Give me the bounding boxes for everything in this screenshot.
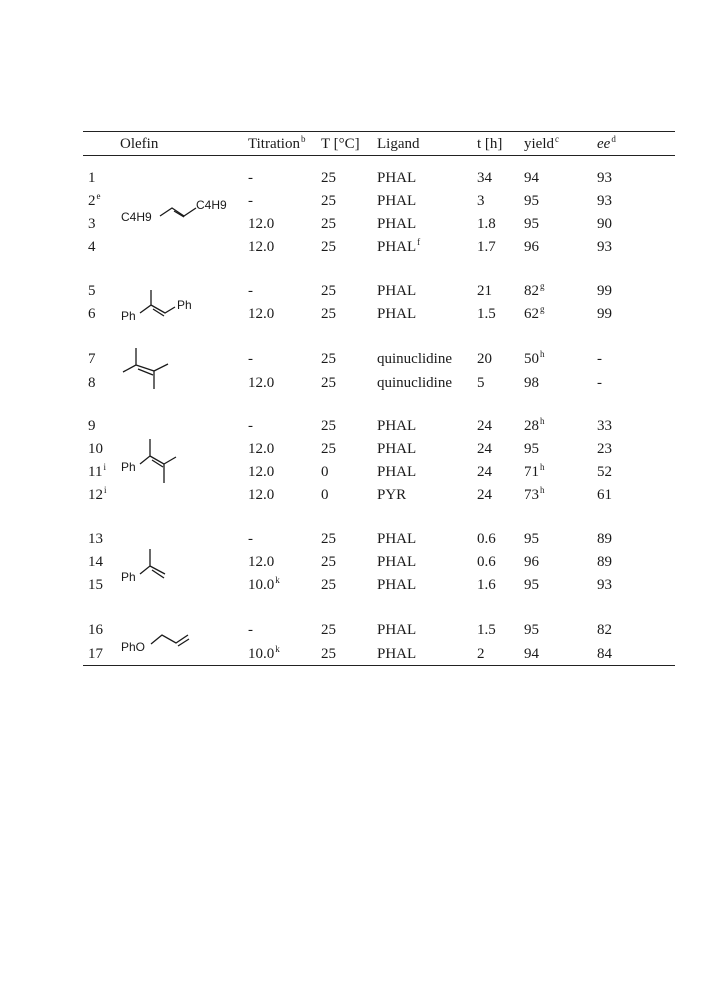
olefin-structure-decene — [118, 196, 228, 226]
ligand-value: PHAL — [377, 170, 417, 186]
substituent-label: Ph — [121, 309, 136, 323]
olefin-structure-allyl-phenyl-ether — [118, 630, 208, 655]
ee-value: 99 — [597, 306, 612, 322]
titration-value: 10.0$^k$ — [248, 575, 280, 593]
ee-value: - — [597, 351, 602, 367]
ligand-value: PYR — [377, 487, 407, 503]
ee-value: 93 — [597, 577, 612, 593]
titration-value: - — [248, 170, 253, 186]
titration-value: - — [248, 418, 253, 434]
time-value: 0.6 — [477, 554, 496, 570]
yield-value: 82$^g$ — [524, 281, 545, 299]
alkene-skeleton — [140, 439, 176, 483]
ligand-value: PHAL$^f$ — [377, 237, 421, 255]
ee-value: - — [597, 375, 602, 391]
substituent-label: Ph — [121, 570, 136, 584]
titration-value: 12.0 — [248, 464, 275, 480]
entry-number: 5 — [88, 283, 96, 299]
entry-number: 13 — [88, 531, 103, 547]
time-value: 1.5 — [477, 306, 496, 322]
ligand-value: PHAL — [377, 193, 417, 209]
double-bond-line — [152, 570, 164, 578]
ee-value: 84 — [597, 646, 612, 662]
time-value: 5 — [477, 375, 485, 391]
time-value: 34 — [477, 170, 492, 186]
ee-value: 93 — [597, 239, 612, 255]
titration-value: - — [248, 531, 253, 547]
olefin-structure-trimethylstyrene — [118, 436, 188, 486]
time-value: 24 — [477, 418, 492, 434]
ligand-value: PHAL — [377, 646, 417, 662]
ee-value: 23 — [597, 441, 612, 457]
entry-number: 3 — [88, 216, 96, 232]
double-bond-line — [153, 309, 164, 316]
titration-value: 10.0$^k$ — [248, 644, 280, 662]
ligand-value: quinuclidine — [377, 351, 452, 367]
yield-value: 95 — [524, 441, 539, 457]
yield-value: 95 — [524, 622, 539, 638]
temperature-value: 25 — [321, 351, 336, 367]
titration-value: 12.0 — [248, 375, 275, 391]
temperature-value: 25 — [321, 193, 336, 209]
ee-value: 89 — [597, 531, 612, 547]
yield-value: 71$^h$ — [524, 462, 545, 480]
substituent-label: Ph — [121, 460, 136, 474]
entry-number: 16 — [88, 622, 103, 638]
temperature-value: 25 — [321, 554, 336, 570]
entry-number: 6 — [88, 306, 96, 322]
temperature-value: 25 — [321, 531, 336, 547]
ee-value: 61 — [597, 487, 612, 503]
double-bond-line — [152, 460, 163, 467]
time-value: 21 — [477, 283, 492, 299]
ligand-value: quinuclidine — [377, 375, 452, 391]
temperature-value: 25 — [321, 646, 336, 662]
temperature-value: 25 — [321, 306, 336, 322]
temperature-value: 25 — [321, 441, 336, 457]
entry-number: 9 — [88, 418, 96, 434]
time-value: 0.6 — [477, 531, 496, 547]
temperature-value: 25 — [321, 170, 336, 186]
entry-number: 2e — [88, 191, 101, 209]
entry-number: 17 — [88, 646, 103, 662]
header-yield: yield$^c$ — [524, 134, 559, 152]
ee-value: 33 — [597, 418, 612, 434]
substituent-label: C4H9 — [196, 198, 227, 212]
ee-value: 99 — [597, 283, 612, 299]
temperature-value: 25 — [321, 418, 336, 434]
alkene-skeleton — [140, 290, 175, 313]
titration-value: - — [248, 351, 253, 367]
header-ee: $ee^d$ — [597, 134, 616, 152]
table-top-rule — [83, 131, 675, 132]
titration-value: 12.0 — [248, 239, 275, 255]
ee-value: 90 — [597, 216, 612, 232]
titration-value: 12.0 — [248, 554, 275, 570]
time-value: 3 — [477, 193, 485, 209]
header-olefin: Olefin — [120, 136, 159, 152]
ligand-value: PHAL — [377, 306, 417, 322]
yield-value: 94 — [524, 170, 539, 186]
entry-number: 11$^i$ — [88, 462, 106, 480]
time-value: 1.8 — [477, 216, 496, 232]
ligand-value: PHAL — [377, 554, 417, 570]
temperature-value: 25 — [321, 283, 336, 299]
temperature-value: 0 — [321, 464, 329, 480]
header-temperature: T [°C] — [321, 136, 360, 152]
yield-value: 73$^h$ — [524, 485, 545, 503]
time-value: 24 — [477, 441, 492, 457]
yield-value: 62$^g$ — [524, 304, 545, 322]
titration-value: - — [248, 283, 253, 299]
temperature-value: 25 — [321, 577, 336, 593]
time-value: 20 — [477, 351, 492, 367]
temperature-value: 0 — [321, 487, 329, 503]
ligand-value: PHAL — [377, 577, 417, 593]
temperature-value: 25 — [321, 375, 336, 391]
table-header-rule — [83, 155, 675, 156]
temperature-value: 25 — [321, 622, 336, 638]
yield-value: 94 — [524, 646, 539, 662]
yield-value: 50$^h$ — [524, 349, 545, 367]
entry-number: 4 — [88, 239, 96, 255]
ligand-value: PHAL — [377, 441, 417, 457]
entry-number: 7 — [88, 351, 96, 367]
temperature-value: 25 — [321, 239, 336, 255]
time-value: 2 — [477, 646, 485, 662]
ligand-value: PHAL — [377, 531, 417, 547]
time-value: 1.7 — [477, 239, 496, 255]
titration-value: 12.0 — [248, 306, 275, 322]
ee-value: 89 — [597, 554, 612, 570]
ligand-value: PHAL — [377, 283, 417, 299]
header-titration: Titration$^b$ — [248, 134, 306, 152]
table-bottom-rule — [83, 665, 675, 666]
yield-value: 95 — [524, 216, 539, 232]
entry-number: 15 — [88, 577, 103, 593]
substituent-label: PhO — [121, 640, 146, 654]
olefin-structure-tetramethylethylene — [120, 345, 180, 395]
ligand-value: PHAL — [377, 216, 417, 232]
alkene-bond — [160, 208, 196, 216]
ee-value: 82 — [597, 622, 612, 638]
yield-value: 95 — [524, 531, 539, 547]
yield-value: 95 — [524, 193, 539, 209]
titration-value: 12.0 — [248, 441, 275, 457]
yield-value: 96 — [524, 554, 539, 570]
olefin-structure-methylstyrene — [118, 546, 178, 586]
header-ligand: Ligand — [377, 136, 420, 152]
titration-value: - — [248, 193, 253, 209]
titration-value: 12.0 — [248, 487, 275, 503]
temperature-value: 25 — [321, 216, 336, 232]
substituent-label: C4H9 — [121, 210, 152, 224]
substituent-label: Ph — [177, 298, 192, 312]
yield-value: 98 — [524, 375, 539, 391]
yield-value: 96 — [524, 239, 539, 255]
time-value: 24 — [477, 464, 492, 480]
ee-value: 93 — [597, 170, 612, 186]
entry-number: 1 — [88, 170, 96, 186]
ligand-value: PHAL — [377, 464, 417, 480]
entry-number: 10 — [88, 441, 103, 457]
titration-value: - — [248, 622, 253, 638]
time-value: 1.6 — [477, 577, 496, 593]
yield-value: 28$^h$ — [524, 416, 545, 434]
entry-number: 8 — [88, 375, 96, 391]
header-time: t [h] — [477, 136, 503, 152]
entry-number: 14 — [88, 554, 103, 570]
ee-value: 93 — [597, 193, 612, 209]
ligand-value: PHAL — [377, 418, 417, 434]
yield-value: 95 — [524, 577, 539, 593]
ee-value: 52 — [597, 464, 612, 480]
alkene-skeleton — [123, 348, 168, 389]
entry-number: 12$^i$ — [88, 485, 107, 503]
titration-value: 12.0 — [248, 216, 275, 232]
time-value: 24 — [477, 487, 492, 503]
ligand-value: PHAL — [377, 622, 417, 638]
time-value: 1.5 — [477, 622, 496, 638]
olefin-structure-methylstilbene — [118, 283, 208, 323]
